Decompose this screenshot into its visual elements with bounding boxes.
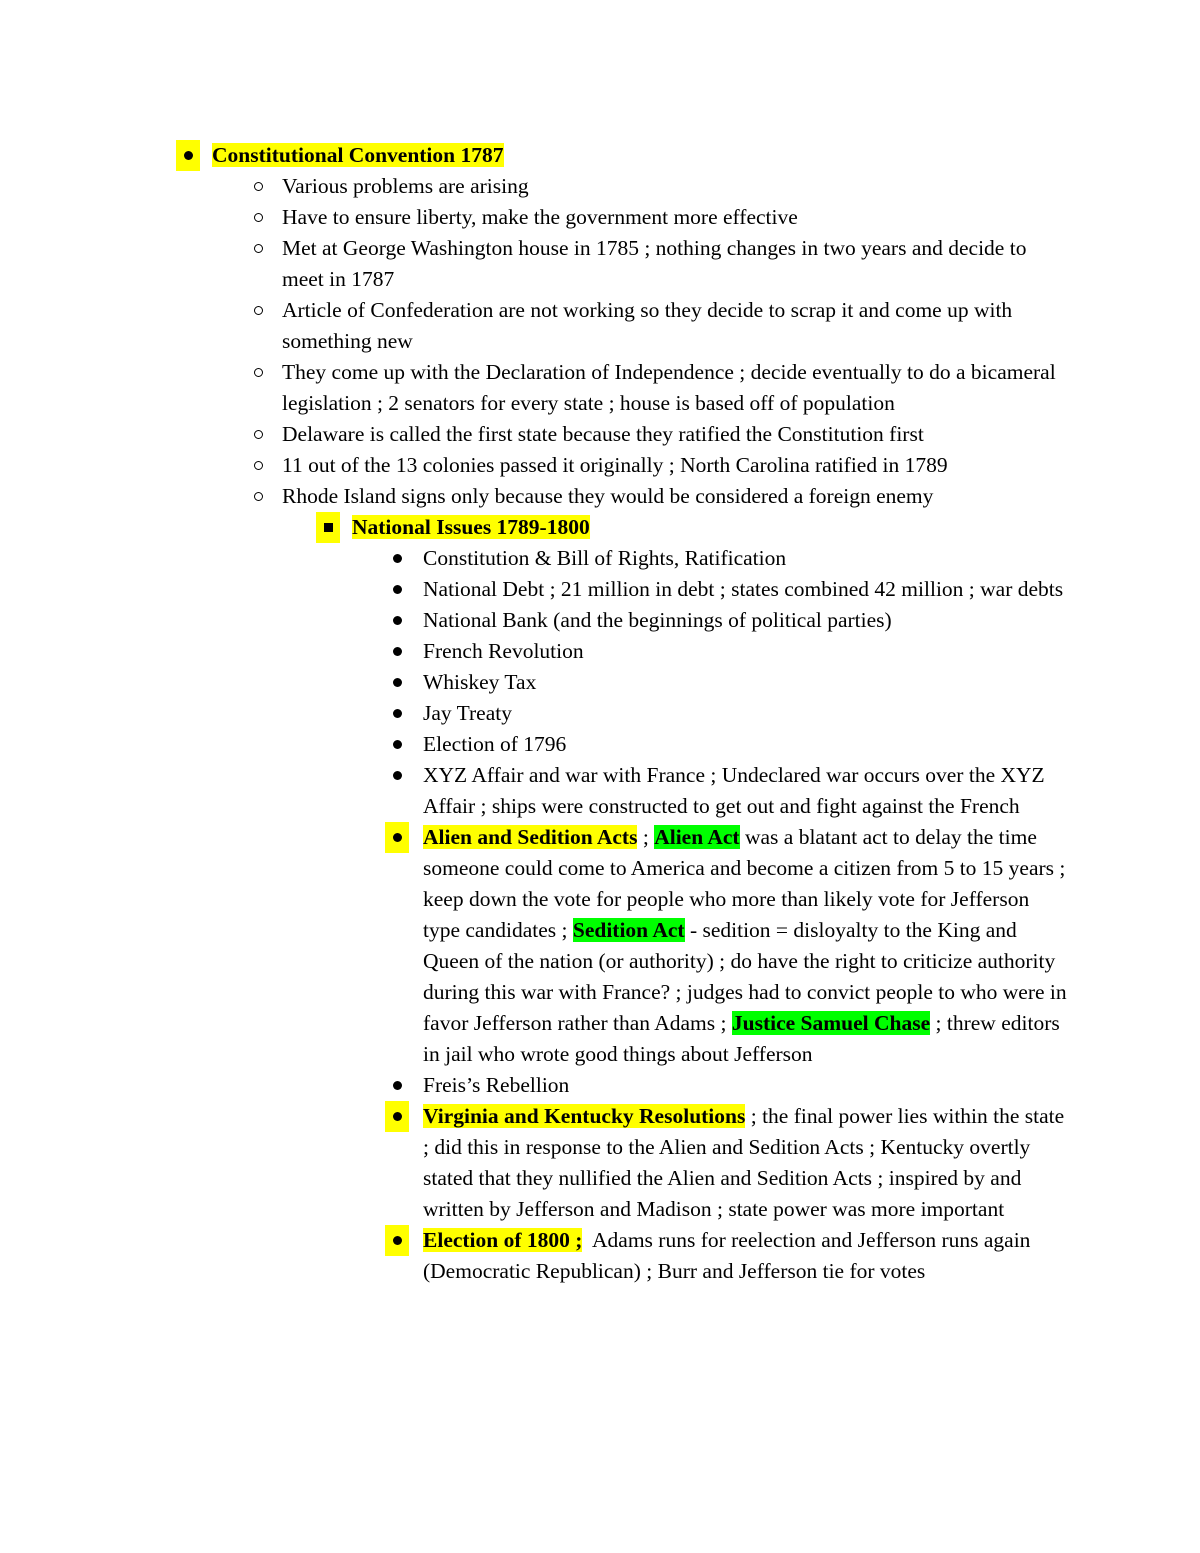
alien-sedition-title: Alien and Sedition Acts xyxy=(423,825,638,849)
filled-bullet-icon xyxy=(385,822,409,853)
list-item-alien-sedition: Alien and Sedition Acts ; Alien Act was a blatant act to delay the time someone could come to America and become a citizen from 5 to 15 years ; keep down the vote for people who more than likely vote for Jefferson type candidates ; Sedition Act - sedition = disloyalty to the King and Queen of the nation (or authority) ; do have the right to criticize authority during this war with France? ; judges had to convict people to who were in favor Jefferson rather than Adams ; Justice Samuel Chase ; threw editors in jail who wrote good things about Jefferson xyxy=(0,822,1068,1070)
list-item: Jay Treaty xyxy=(0,698,1068,729)
list-item: Rhode Island signs only because they would be considered a foreign enemy xyxy=(0,481,1072,512)
list-item: French Revolution xyxy=(0,636,1068,667)
filled-bullet-icon xyxy=(176,140,200,171)
filled-bullet-icon xyxy=(385,1070,409,1101)
filled-bullet-icon xyxy=(385,760,409,791)
list-item: They come up with the Declaration of Independence ; decide eventually to do a bicameral legislation ; 2 senators for every state ; house is based off of population xyxy=(0,357,1072,419)
filled-bullet-icon xyxy=(385,605,409,636)
subheading-text: National Issues 1789-1800 xyxy=(352,515,590,539)
hollow-bullet-icon xyxy=(246,233,270,264)
list-item: Freis’s Rebellion xyxy=(0,1070,1068,1101)
list-item-virginia-kentucky: Virginia and Kentucky Resolutions ; the final power lies within the state ; did this in response to the Alien and Sedition Acts ; Kentucky overtly stated that they nullified the Alien and Sedition Acts ; inspired by and written by Jefferson and Madison ; state power was more important xyxy=(0,1101,1068,1225)
alien-act-label: Alien Act xyxy=(654,825,740,849)
election-1800-title: Election of 1800 ; xyxy=(423,1228,583,1252)
list-item: Delaware is called the first state because they ratified the Constitution first xyxy=(0,419,1072,450)
filled-bullet-icon xyxy=(385,1225,409,1256)
hollow-bullet-icon xyxy=(246,481,270,512)
hollow-bullet-icon xyxy=(246,171,270,202)
list-item: National Bank (and the beginnings of political parties) xyxy=(0,605,1068,636)
list-item: Have to ensure liberty, make the government more effective xyxy=(0,202,1072,233)
outline xyxy=(0,140,1200,1287)
filled-bullet-icon xyxy=(385,698,409,729)
hollow-bullet-icon xyxy=(246,202,270,233)
filled-bullet-icon xyxy=(385,729,409,760)
list-item: 11 out of the 13 colonies passed it originally ; North Carolina ratified in 1789 xyxy=(0,450,1072,481)
virginia-kentucky-title: Virginia and Kentucky Resolutions xyxy=(423,1104,746,1128)
filled-bullet-icon xyxy=(385,1101,409,1132)
list-item: Met at George Washington house in 1785 ; nothing changes in two years and decide to meet in 1787 xyxy=(0,233,1072,295)
list-item: Various problems are arising xyxy=(0,171,1072,202)
hollow-bullet-icon xyxy=(246,295,270,326)
filled-bullet-icon xyxy=(385,543,409,574)
sedition-act-label: Sedition Act xyxy=(572,918,685,942)
list-item: XYZ Affair and war with France ; Undeclared war occurs over the XYZ Affair ; ships were constructed to get out and fight against the French xyxy=(0,760,1068,822)
hollow-bullet-icon xyxy=(246,357,270,388)
hollow-bullet-icon xyxy=(246,419,270,450)
filled-bullet-icon xyxy=(385,667,409,698)
list-item: Constitution & Bill of Rights, Ratification xyxy=(0,543,1068,574)
list-item: National Debt ; 21 million in debt ; states combined 42 million ; war debts xyxy=(0,574,1068,605)
justice-chase-label: Justice Samuel Chase xyxy=(731,1011,931,1035)
outline-heading-convention xyxy=(0,140,1062,171)
square-bullet-icon xyxy=(316,512,340,543)
list-item: Article of Confederation are not working so they decide to scrap it and come up with something new xyxy=(0,295,1072,357)
filled-bullet-icon xyxy=(385,574,409,605)
list-item: Whiskey Tax xyxy=(0,667,1068,698)
filled-bullet-icon xyxy=(385,636,409,667)
heading-text: Constitutional Convention 1787 xyxy=(212,143,504,167)
list-item: Election of 1796 xyxy=(0,729,1068,760)
outline-subheading-national-issues xyxy=(0,512,1072,543)
list-item-election-1800: Election of 1800 ; Adams runs for reelection and Jefferson runs again (Democratic Republican) ; Burr and Jefferson tie for votes xyxy=(0,1225,1068,1287)
hollow-bullet-icon xyxy=(246,450,270,481)
